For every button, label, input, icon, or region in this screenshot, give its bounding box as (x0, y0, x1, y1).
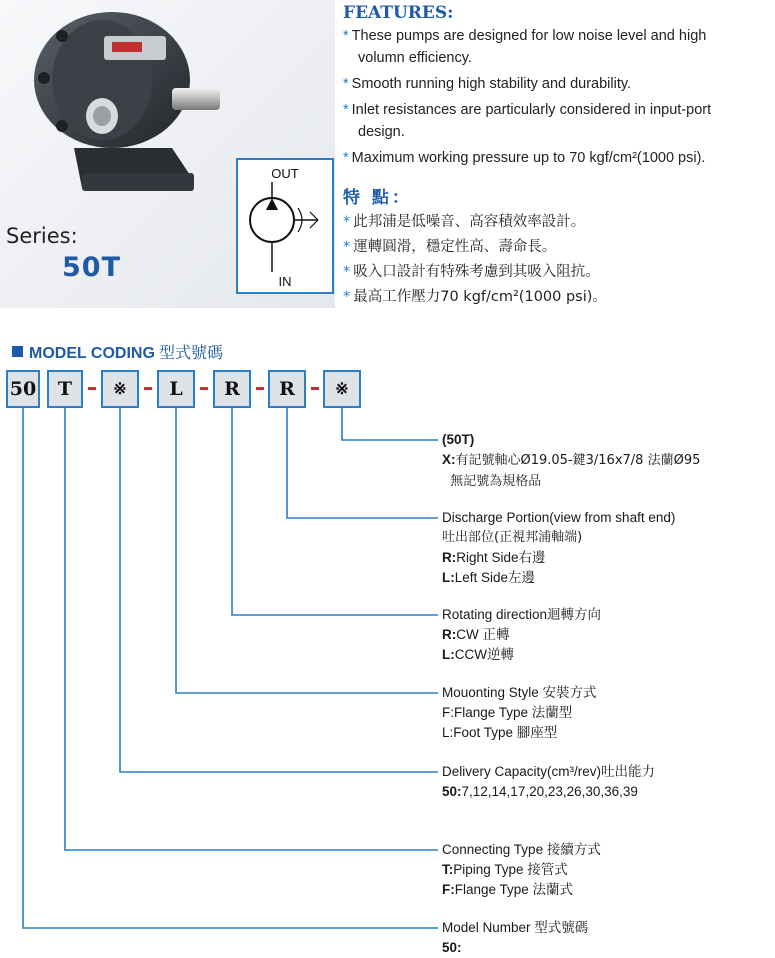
desc-connecting: Connecting Type 接續方式 T:Piping Type 接管式 F:Flange Type 法蘭式 (442, 842, 601, 897)
code-box-connecting: T (47, 370, 83, 408)
asterisk-icon: * (343, 76, 349, 92)
asterisk-icon: * (343, 239, 351, 255)
feature-cn-item: * 運轉圓滑，穩定性高、壽命長。 (343, 239, 557, 255)
code-box-discharge: R (268, 370, 306, 408)
desc-option: (50T) X:有記號軸心Ø19.05-鍵3/16x7/8 法蘭Ø95 無記號為規格品 (442, 432, 701, 489)
feature-item: * Maximum working pressure up to 70 kgf/cm²(1000 psi). (343, 150, 706, 166)
feature-item: * Inlet resistances are particularly considered in input-port design. (343, 102, 712, 140)
code-box-capacity: ※ (101, 370, 139, 408)
model-coding-title: MODEL CODING 型式號碼 (12, 340, 223, 363)
desc-mounting: Mouonting Style 安裝方式 F:Flange Type 法蘭型 L:Foot Type 腳座型 (442, 685, 597, 740)
asterisk-icon: * (343, 214, 351, 230)
desc-model-number: Model Number 型式號碼 50: (442, 920, 589, 955)
code-box-mounting: L (157, 370, 195, 408)
asterisk-icon: * (343, 150, 349, 166)
asterisk-icon: * (343, 28, 349, 44)
code-box-model: 50 (6, 370, 40, 408)
symbol-in-label: IN (278, 274, 292, 289)
feature-cn-item: * 最高工作壓力70 kgf/cm²(1000 psi)。 (343, 289, 607, 305)
desc-capacity: Delivery Capacity(cm³/rev)吐出能力 50:7,12,14,17,20,23,26,30,36,39 (442, 764, 656, 799)
asterisk-icon: * (343, 289, 351, 305)
code-box-option: ※ (323, 370, 361, 408)
desc-discharge: Discharge Portion(view from shaft end) 吐出部位(正視邦浦軸端) R:Right Side右邊 L:Left Side左邊 (442, 510, 676, 585)
symbol-out-label: OUT (271, 166, 299, 181)
feature-item: * These pumps are designed for low noise level and high volumn efficiency. (343, 28, 707, 66)
feature-cn-item: * 吸入口設計有特殊考慮到其吸入阻抗。 (343, 264, 600, 280)
features-cn-title: 特 點： (343, 188, 412, 208)
series-label: Series: (6, 224, 78, 248)
asterisk-icon: * (343, 102, 349, 118)
desc-rotation: Rotating direction迴轉方向 R:CW 正轉 L:CCW逆轉 (442, 607, 602, 662)
asterisk-icon: * (343, 264, 351, 280)
feature-item: * Smooth running high stability and durability. (343, 76, 632, 92)
code-box-rotation: R (213, 370, 251, 408)
series-model: 50T (62, 252, 121, 283)
feature-cn-item: * 此邦浦是低噪音、高容積效率設計。 (343, 214, 586, 230)
features-title: FEATURES: (343, 3, 454, 23)
